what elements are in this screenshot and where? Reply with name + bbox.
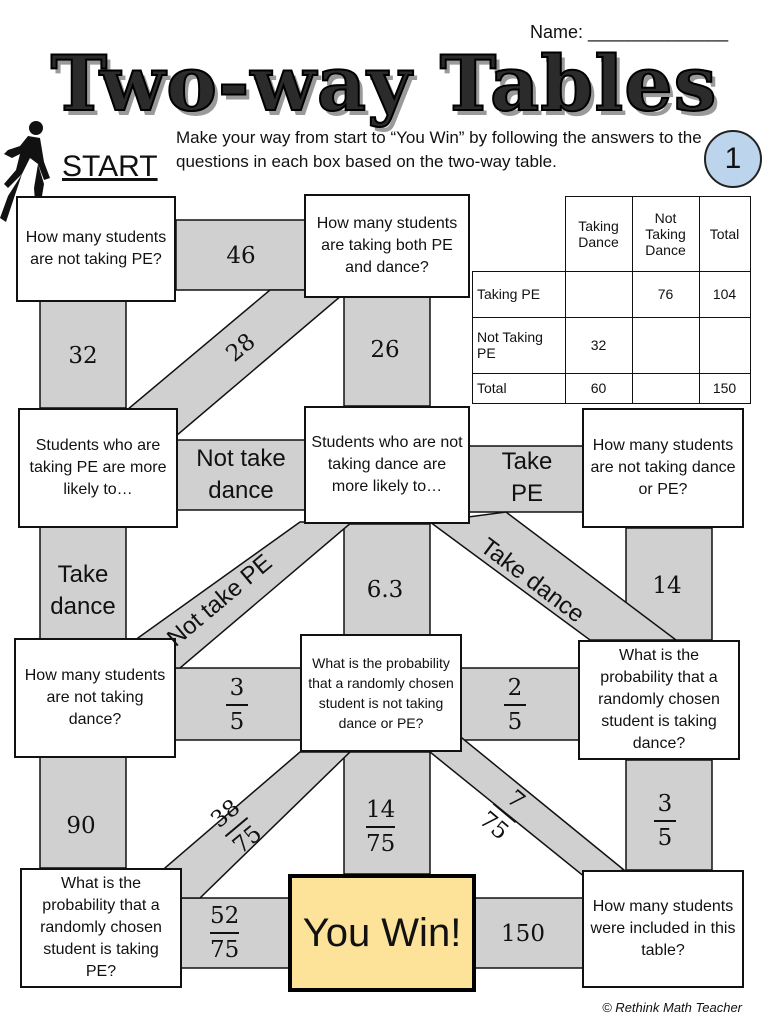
- table-row: [473, 317, 751, 373]
- table-cell: 150: [699, 373, 750, 403]
- question-box-prob-taking-pe: What is the probability that a randomly chosen student is taking PE?: [20, 868, 182, 988]
- fraction-52-75: [210, 902, 239, 964]
- fraction-bar: [366, 826, 395, 828]
- col-header: Taking Dance: [565, 197, 632, 272]
- table-cell: 60: [565, 373, 632, 403]
- name-field[interactable]: Name: ______________: [530, 22, 729, 42]
- numerator: 7: [501, 785, 530, 815]
- path-label-26: 26: [370, 337, 400, 363]
- numerator: 52: [210, 903, 240, 929]
- fraction-bar: [210, 932, 239, 934]
- table-corner: [473, 197, 566, 272]
- path-label-take-dance-left: Take dance: [50, 561, 116, 620]
- denominator: 75: [210, 937, 240, 963]
- denominator: 75: [366, 831, 396, 857]
- question-box-prob-taking-dance: What is the probability that a randomly chosen student is taking dance?: [578, 640, 740, 760]
- path-label-150: 150: [501, 921, 545, 947]
- start-label: START: [62, 150, 158, 183]
- table-header-row: [473, 197, 751, 272]
- path-label-take-dance-diag: Take dance: [475, 532, 590, 629]
- path-label-not-take-dance: Not take dance: [196, 445, 286, 504]
- fraction-2-5: [504, 674, 526, 736]
- table-cell: [565, 271, 632, 317]
- question-box-prob-not-dance-or-pe: What is the probability that a randomly chosen student is not taking dance or PE?: [300, 634, 462, 752]
- fraction-14-75: [366, 796, 395, 858]
- fraction-3-5-right: [654, 790, 676, 852]
- denominator: 5: [507, 709, 523, 735]
- two-way-table: [472, 196, 751, 404]
- copyright: © Rethink Math Teacher: [602, 1000, 742, 1015]
- page-title: Two-way Tables: [50, 39, 718, 128]
- col-header: Total: [699, 197, 750, 272]
- question-box-not-taking-dance: How many students are not taking dance?: [14, 638, 176, 758]
- numerator: 2: [507, 675, 523, 701]
- question-box-not-taking-pe: How many students are not taking PE?: [16, 196, 176, 302]
- fraction-bar: [654, 820, 676, 822]
- table-cell: 76: [632, 271, 699, 317]
- question-box-not-dance-more-likely: Students who are not taking dance are more likely to…: [304, 406, 470, 524]
- numerator: 3: [657, 791, 673, 817]
- question-box-total-students: How many students were included in this table?: [582, 870, 744, 988]
- denominator: 5: [229, 709, 245, 735]
- numerator: 14: [366, 797, 396, 823]
- row-label: Total: [473, 373, 566, 403]
- table-row: [473, 271, 751, 317]
- table-cell: 32: [565, 317, 632, 373]
- path-label-90: 90: [66, 813, 96, 839]
- path-label-32: 32: [68, 343, 98, 369]
- question-box-not-dance-or-pe: How many students are not taking dance or PE?: [582, 408, 744, 528]
- table-row: [473, 373, 751, 403]
- row-label: Not Taking PE: [473, 317, 566, 373]
- path-label-46: 46: [226, 243, 256, 269]
- path-label-take-pe: Take PE: [501, 448, 553, 507]
- numerator: 38: [206, 794, 246, 834]
- fraction-3-5-left: [226, 674, 248, 736]
- table-cell: [699, 317, 750, 373]
- table-cell: 104: [699, 271, 750, 317]
- puzzle-number-badge: 1: [704, 130, 762, 188]
- table-cell: [632, 317, 699, 373]
- denominator: 75: [227, 820, 268, 860]
- table-cell: [632, 373, 699, 403]
- col-header: Not Taking Dance: [632, 197, 699, 272]
- fraction-bar: [504, 704, 526, 706]
- you-win-box: You Win!: [288, 874, 476, 992]
- numerator: 3: [229, 675, 245, 701]
- denominator: 5: [657, 825, 673, 851]
- question-box-both-pe-dance: How many students are taking both PE and dance?: [304, 194, 470, 298]
- instructions: Make your way from start to “You Win” by following the answers to the questions in each box based on the two-way table.: [176, 128, 702, 171]
- path-label-not-take-pe: Not take PE: [161, 549, 278, 653]
- question-box-pe-more-likely: Students who are taking PE are more likely to…: [18, 408, 178, 528]
- path-label-14: 14: [652, 573, 682, 599]
- row-label: Taking PE: [473, 271, 566, 317]
- fraction-bar: [226, 704, 248, 706]
- denominator: 75: [474, 806, 514, 846]
- path-label-6-3: 6.3: [366, 577, 404, 603]
- path-label-28: 28: [221, 328, 261, 368]
